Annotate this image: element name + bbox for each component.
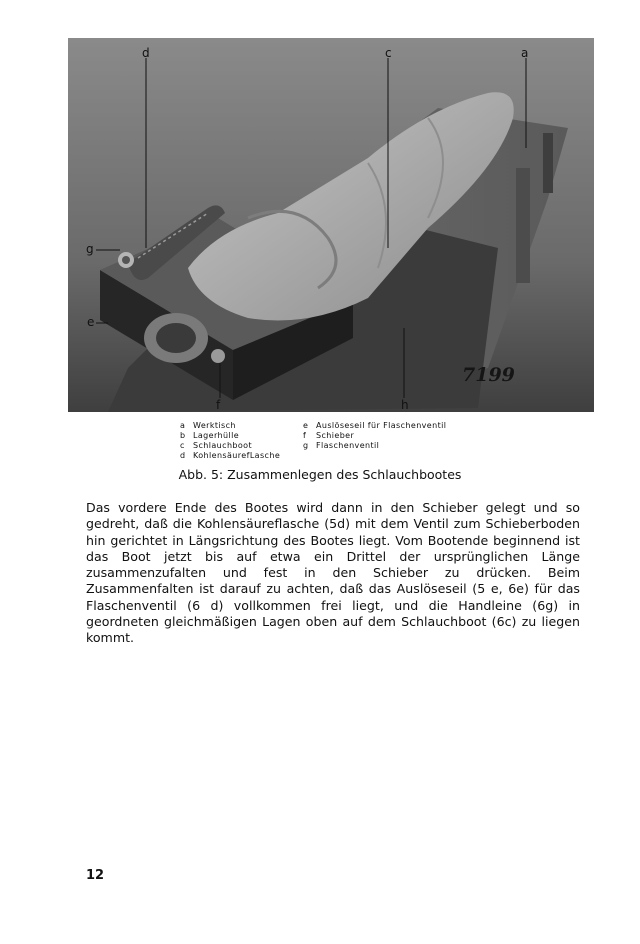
photo-number: 7199 <box>462 364 515 386</box>
page-number: 12 <box>86 868 105 883</box>
figure-photo <box>68 38 594 412</box>
legend-item: e Auslöseseil für Flaschenventil <box>303 421 447 430</box>
legend-item: b Lagerhülle <box>180 431 240 440</box>
legend-item: c Schlauchboot <box>180 441 253 450</box>
legend-item: a Werktisch <box>180 421 236 430</box>
callout-c: c <box>385 46 392 60</box>
callout-d: d <box>142 46 150 60</box>
legend-item: f Schieber <box>303 431 355 440</box>
callout-a: a <box>521 46 529 60</box>
callout-h: h <box>401 398 409 412</box>
figure-caption: Abb. 5: Zusammenlegen des Schlauchbootes <box>178 467 462 482</box>
legend-item: g Flaschenventil <box>303 441 380 450</box>
callout-g: g <box>86 242 94 256</box>
callout-f: f <box>216 398 221 412</box>
callout-e: e <box>87 315 95 329</box>
legend-right-column <box>303 421 446 451</box>
boat-photo-illustration <box>68 38 594 412</box>
legend-left-column <box>180 421 280 461</box>
legend-item: d KohlensäurefLasche <box>180 451 281 460</box>
body-paragraph: Das vordere Ende des Bootes wird dann in den Schieber gelegt und so gedreht, daß die Kohlensäureflasche (5d) mit dem Ventil zum Schieberboden hin gerichtet in Längsrichtung des Bootes liegt. Vom Bootende beginnend ist das Boot jetzt bis auf etwa ein Drittel der ursprünglichen Länge zusammenzufalten und fest in den Schieber zu drücken. Beim Zusammenfalten ist darauf zu achten, daß das Auslöseseil (5 e, 6e) für das Flaschenventil (6 d) vollkommen frei liegt, und die Handleine (6g) in geordneten gleichmäßigen Lagen oben auf dem Schlauchboot (6c) zu liegen kommt. <box>86 500 580 646</box>
